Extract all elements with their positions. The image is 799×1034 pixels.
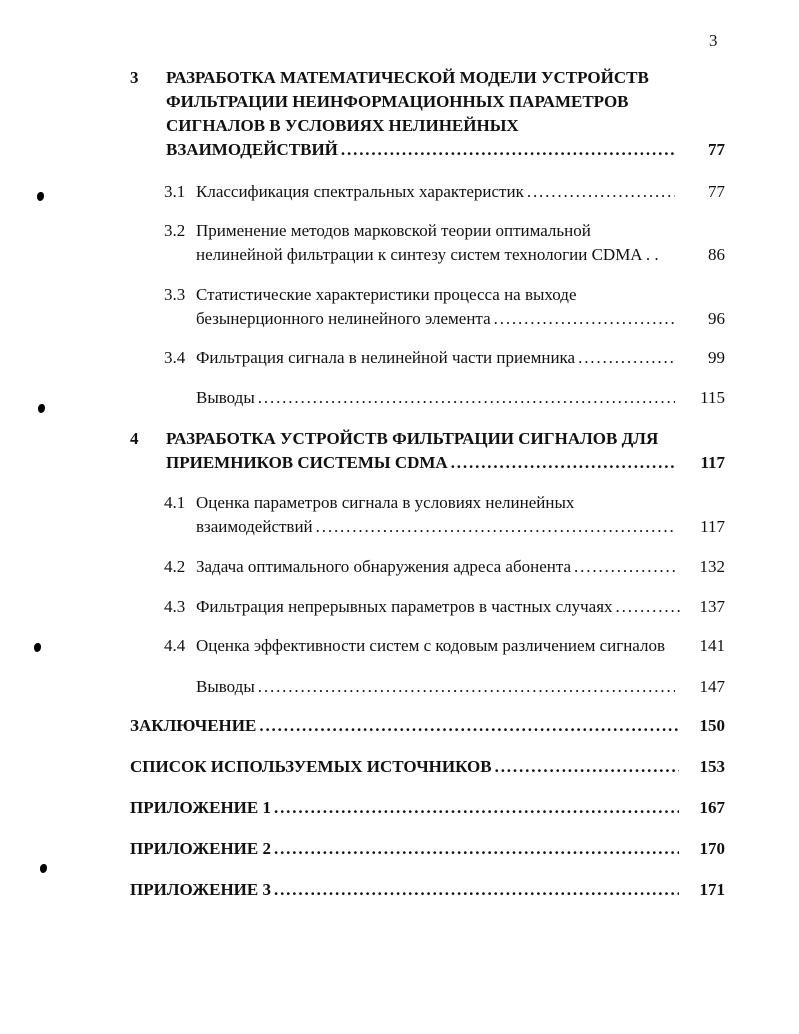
conclusions-label: Выводы [196,677,255,696]
section-title: взаимодействий [196,517,313,536]
section-number: 4.2 [164,557,186,576]
dot-leader [271,796,679,820]
page-ref: 86 [708,245,725,264]
page-ref: 167 [699,798,725,817]
dot-leader [271,878,679,902]
section-title: Фильтрация непрерывных параметров в частных случаях [196,597,613,616]
dot-leader [338,138,675,162]
entry-title: ПРИЛОЖЕНИЕ 2 [130,839,271,858]
section-title: безынерционного нелинейного элемента [196,309,491,328]
section-number: 3.4 [164,348,186,367]
page-ref: 77 [708,140,725,159]
chapter-number: 3 [130,68,139,87]
scan-speck [34,643,41,652]
dot-leader [575,346,675,370]
section-number: 4.3 [164,597,186,616]
dot-leader [255,675,675,699]
section-number: 4.4 [164,636,186,655]
chapter-title-line: ПРИЕМНИКОВ СИСТЕМЫ CDMA [166,453,448,472]
chapter-title-line: РАЗРАБОТКА УСТРОЙСТВ ФИЛЬТРАЦИИ СИГНАЛОВ ДЛЯ [166,429,659,448]
page-ref: 132 [699,557,725,576]
section-number: 3.1 [164,182,186,201]
dot-leader [313,515,675,539]
page-ref: 170 [699,839,725,858]
scan-speck [38,404,45,413]
section-title-line: Оценка параметров сигнала в условиях нелинейных [196,493,575,512]
entry-title: ПРИЛОЖЕНИЕ 3 [130,880,271,899]
page-ref: 147 [699,677,725,696]
section-title-line: Статистические характеристики процесса на выходе [196,285,577,304]
section-number: 3.2 [164,221,186,240]
chapter-title-line: ВЗАИМОДЕЙСТВИЙ [166,140,338,159]
page-number: 3 [709,31,718,50]
page-ref: 117 [700,517,725,536]
page-ref: 141 [699,636,725,655]
dot-leader [256,714,679,738]
dot-leader [448,451,675,475]
section-number: 3.3 [164,285,186,304]
page-ref: 137 [699,597,725,616]
section-title: Оценка эффективности систем с кодовым различением сигналов [196,636,666,655]
page-ref: 153 [699,757,725,776]
page-ref: 96 [708,309,725,328]
page-ref: 99 [708,348,725,367]
chapter-title-line: СИГНАЛОВ В УСЛОВИЯХ НЕЛИНЕЙНЫХ [166,116,519,135]
section-title-line: Применение методов марковской теории оптимальной [196,221,591,240]
entry-title: СПИСОК ИСПОЛЬЗУЕМЫХ ИСТОЧНИКОВ [130,757,492,776]
section-title: Фильтрация сигнала в нелинейной части приемника [196,348,576,367]
section-title: нелинейной фильтрации к синтезу систем технологии CDMA . . [196,245,659,264]
dot-leader [271,837,679,861]
dot-leader [255,386,675,410]
scan-speck [40,864,47,873]
page-ref: 115 [700,388,725,407]
scan-speck [37,192,44,201]
chapter-number: 4 [130,429,139,448]
entry-title: ЗАКЛЮЧЕНИЕ [130,716,257,735]
conclusions-label: Выводы [196,388,255,407]
dot-leader [491,307,675,331]
dot-leader [492,755,679,779]
section-title: Задача оптимального обнаружения адреса абонента [196,557,572,576]
section-number: 4.1 [164,493,186,512]
chapter-title-line: РАЗРАБОТКА МАТЕМАТИЧЕСКОЙ МОДЕЛИ УСТРОЙСТВ [166,68,649,87]
entry-title: ПРИЛОЖЕНИЕ 1 [130,798,271,817]
page-ref: 171 [699,880,725,899]
dot-leader [571,555,675,579]
page-ref: 150 [699,716,725,735]
page-ref: 77 [708,182,725,201]
page-ref: 117 [700,453,725,472]
section-title: Классификация спектральных характеристик [196,182,524,201]
dot-leader [524,180,675,204]
chapter-title-line: ФИЛЬТРАЦИИ НЕИНФОРМАЦИОННЫХ ПАРАМЕТРОВ [166,92,629,111]
dot-leader [613,595,683,619]
